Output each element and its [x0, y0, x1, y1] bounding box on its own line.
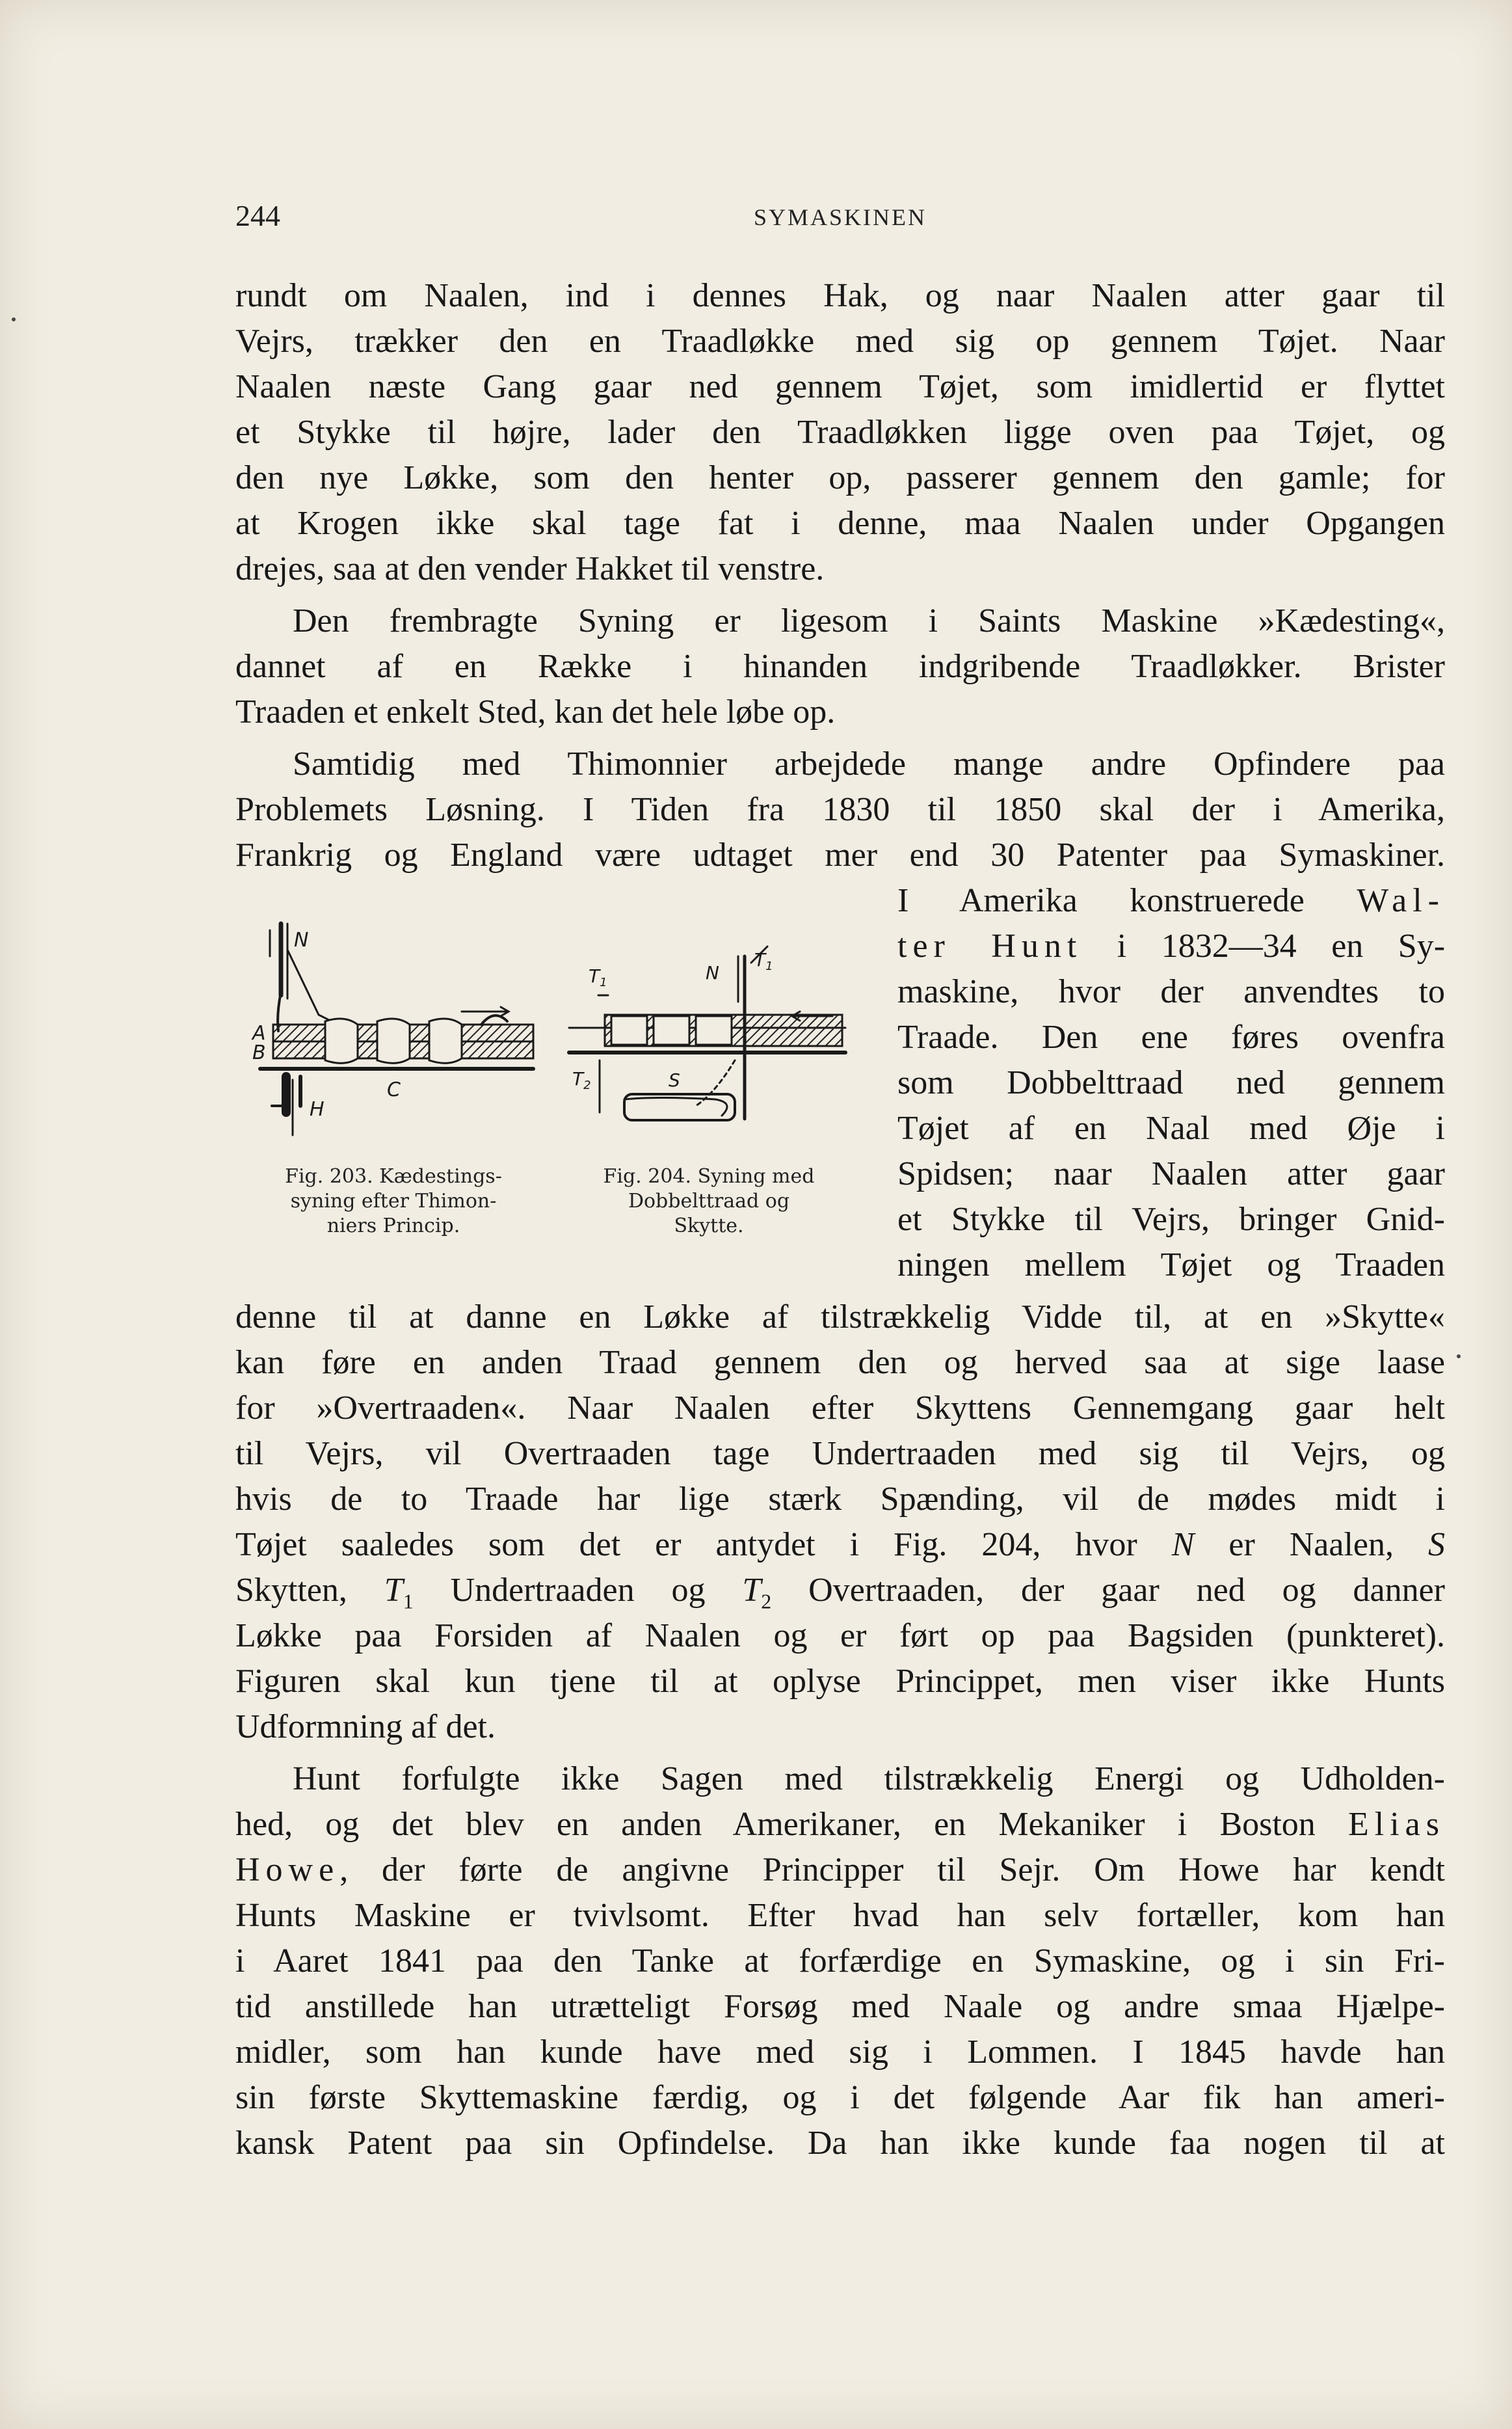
- text-line: for »Overtraaden«. Naar Naalen efter Skyttens Gennemgang gaar helt: [235, 1389, 1445, 1427]
- stitch-block: [654, 1016, 689, 1045]
- text-line: i Aaret 1841 paa den Tanke at forfærdige en Symaskine, og i sin Fri-: [235, 1942, 1445, 1979]
- symbol-n: N: [1171, 1526, 1195, 1563]
- text-line: Tøjet saaledes som det er antydet i Fig. 204, hvor N er Naalen, S: [235, 1526, 1445, 1563]
- page-number: 244: [235, 199, 280, 232]
- text-line: som Dobbelttraad ned gennem: [897, 1064, 1445, 1101]
- text-line: denne til at danne en Løkke af tilstrækkelig Vidde til, at en »Skytte«: [235, 1298, 1445, 1335]
- thread-loop: [377, 1019, 410, 1063]
- text-line: dannet af en Række i hinanden indgribende Traadløkker. Brister: [235, 648, 1445, 685]
- thread-loop: [429, 1019, 462, 1063]
- figure-204-caption: Fig. 204. Syning med Dobbelttraad og Skytte.: [603, 1165, 815, 1237]
- text-line: til Vejrs, vil Overtraaden tage Undertraaden med sig til Vejrs, og: [235, 1435, 1445, 1472]
- thread-line: [287, 950, 345, 1028]
- print-speck: [1457, 1354, 1461, 1358]
- text-line: sin første Skyttemaskine færdig, og i det følgende Aar fik han ameri-: [235, 2079, 1445, 2116]
- person-name: ter Hunt: [897, 928, 1083, 965]
- text-line: midler, som han kunde have med sig i Lommen. I 1845 havde han: [235, 2033, 1445, 2071]
- text-line: Hunt forfulgte ikke Sagen med tilstrækkelig Energi og Udholden-: [293, 1760, 1445, 1797]
- text-line: ningen mellem Tøjet og Traaden: [897, 1246, 1445, 1283]
- figure-203-chain-stitch-diagram: [247, 911, 546, 1158]
- text-line: Frankrig og England være udtaget mer end 30 Patenter paa Symaskiner.: [235, 837, 1445, 874]
- text-line: Naalen næste Gang gaar ned gennem Tøjet, som imidlertid er flyttet: [235, 368, 1445, 405]
- label-b: B: [252, 1041, 266, 1064]
- stitch-block: [696, 1016, 732, 1045]
- text-line: Traaden et enkelt Sted, kan det hele løbe op.: [235, 693, 836, 731]
- text-line: kansk Patent paa sin Opfindelse. Da han ikke kunde faa nogen til at: [235, 2125, 1445, 2162]
- figure-204-double-thread-shuttle-diagram: [559, 943, 858, 1158]
- text-line: I Amerika konstruerede Wal-: [897, 882, 1445, 919]
- text-line: Spidsen; naar Naalen atter gaar: [897, 1155, 1445, 1192]
- label-h: H: [310, 1098, 325, 1121]
- person-name: Wal-: [1357, 882, 1445, 919]
- text-line: den nye Løkke, som den henter op, passerer gennem den gamle; for: [235, 459, 1445, 496]
- label-c: C: [387, 1079, 401, 1101]
- label-a: A: [252, 1022, 266, 1045]
- text-line: Den frembragte Syning er ligesom i Saints Maskine »Kædesting«,: [293, 602, 1445, 639]
- text-line: Løkke paa Forsiden af Naalen og er ført op paa Bagsiden (punkteret).: [235, 1617, 1445, 1654]
- person-name: Elias: [1348, 1806, 1445, 1843]
- print-speck: [12, 317, 16, 321]
- text-line: at Krogen ikke skal tage fat i denne, maa Naalen under Opgangen: [235, 505, 1445, 542]
- label-t1-right: $T_1$: [754, 949, 773, 973]
- text-line: Hunts Maskine er tvivlsomt. Efter hvad han selv fortæller, kom han: [235, 1897, 1445, 1934]
- page-header: [235, 198, 1445, 237]
- text-line: hed, og det blev en anden Amerikaner, en Mekaniker i Boston Elias: [235, 1806, 1445, 1843]
- stitch-block: [611, 1016, 647, 1045]
- text-line: hvis de to Traade har lige stærk Spænding, vil de mødes midt i: [235, 1481, 1445, 1518]
- label-n: N: [706, 962, 719, 984]
- text-line: kan føre en anden Traad gennem den og herved saa at sige laase: [235, 1344, 1445, 1381]
- symbol-t1: $T_1$: [384, 1572, 414, 1613]
- symbol-t2: $T_2$: [742, 1572, 772, 1613]
- text-line: Problemets Løsning. I Tiden fra 1830 til 1850 skal der i Amerika,: [235, 791, 1445, 828]
- text-line: Howe, der førte de angivne Principper til Sejr. Om Howe har kendt: [235, 1851, 1445, 1888]
- shuttle-loop: [624, 1098, 727, 1116]
- text-line: tid anstillede han utrætteligt Forsøg med Naale og andre smaa Hjælpe-: [235, 1988, 1445, 2025]
- text-line: Traade. Den ene føres ovenfra: [897, 1019, 1445, 1056]
- text-line: Figuren skal kun tjene til at oplyse Princippet, men viser ikke Hunts: [235, 1663, 1445, 1700]
- symbol-s: S: [1428, 1526, 1445, 1563]
- text-line: Udformning af det.: [235, 1708, 496, 1745]
- label-n: N: [294, 929, 309, 952]
- text-line: Tøjet af en Naal med Øje i: [897, 1110, 1445, 1147]
- text-line: et Stykke til højre, lader den Traadløkken ligge oven paa Tøjet, og: [235, 414, 1445, 451]
- label-t2: $T_2$: [572, 1068, 591, 1092]
- text-line: rundt om Naalen, ind i dennes Hak, og naar Naalen atter gaar til: [235, 277, 1445, 314]
- thread-loop: [325, 1019, 358, 1063]
- person-name: Howe: [235, 1851, 340, 1888]
- text-line: Samtidig med Thimonnier arbejdede mange andre Opfindere paa: [293, 745, 1445, 783]
- text-line: drejes, saa at den vender Hakket til venstre.: [235, 550, 825, 587]
- running-head: SYMASKINEN: [753, 204, 927, 230]
- thread-loop-top: [481, 1015, 507, 1025]
- text-line: Skytten, $T_1$ Undertraaden og $T_2$ Overtraaden, der gaar ned og danner: [235, 1572, 1445, 1613]
- text-line: et Stykke til Vejrs, bringer Gnid-: [897, 1201, 1445, 1238]
- figure-203-caption: Fig. 203. Kædestings- syning efter Thimon- niers Princip.: [285, 1165, 502, 1237]
- text-line: ter Hunt i 1832—34 en Sy-: [897, 928, 1446, 965]
- label-s: S: [669, 1069, 680, 1091]
- text-line: Vejrs, trækker den en Traadløkke med sig op gennem Tøjet. Naar: [235, 323, 1445, 360]
- label-t1: $T_1$: [589, 965, 607, 989]
- text-line: maskine, hvor der anvendtes to: [897, 973, 1445, 1010]
